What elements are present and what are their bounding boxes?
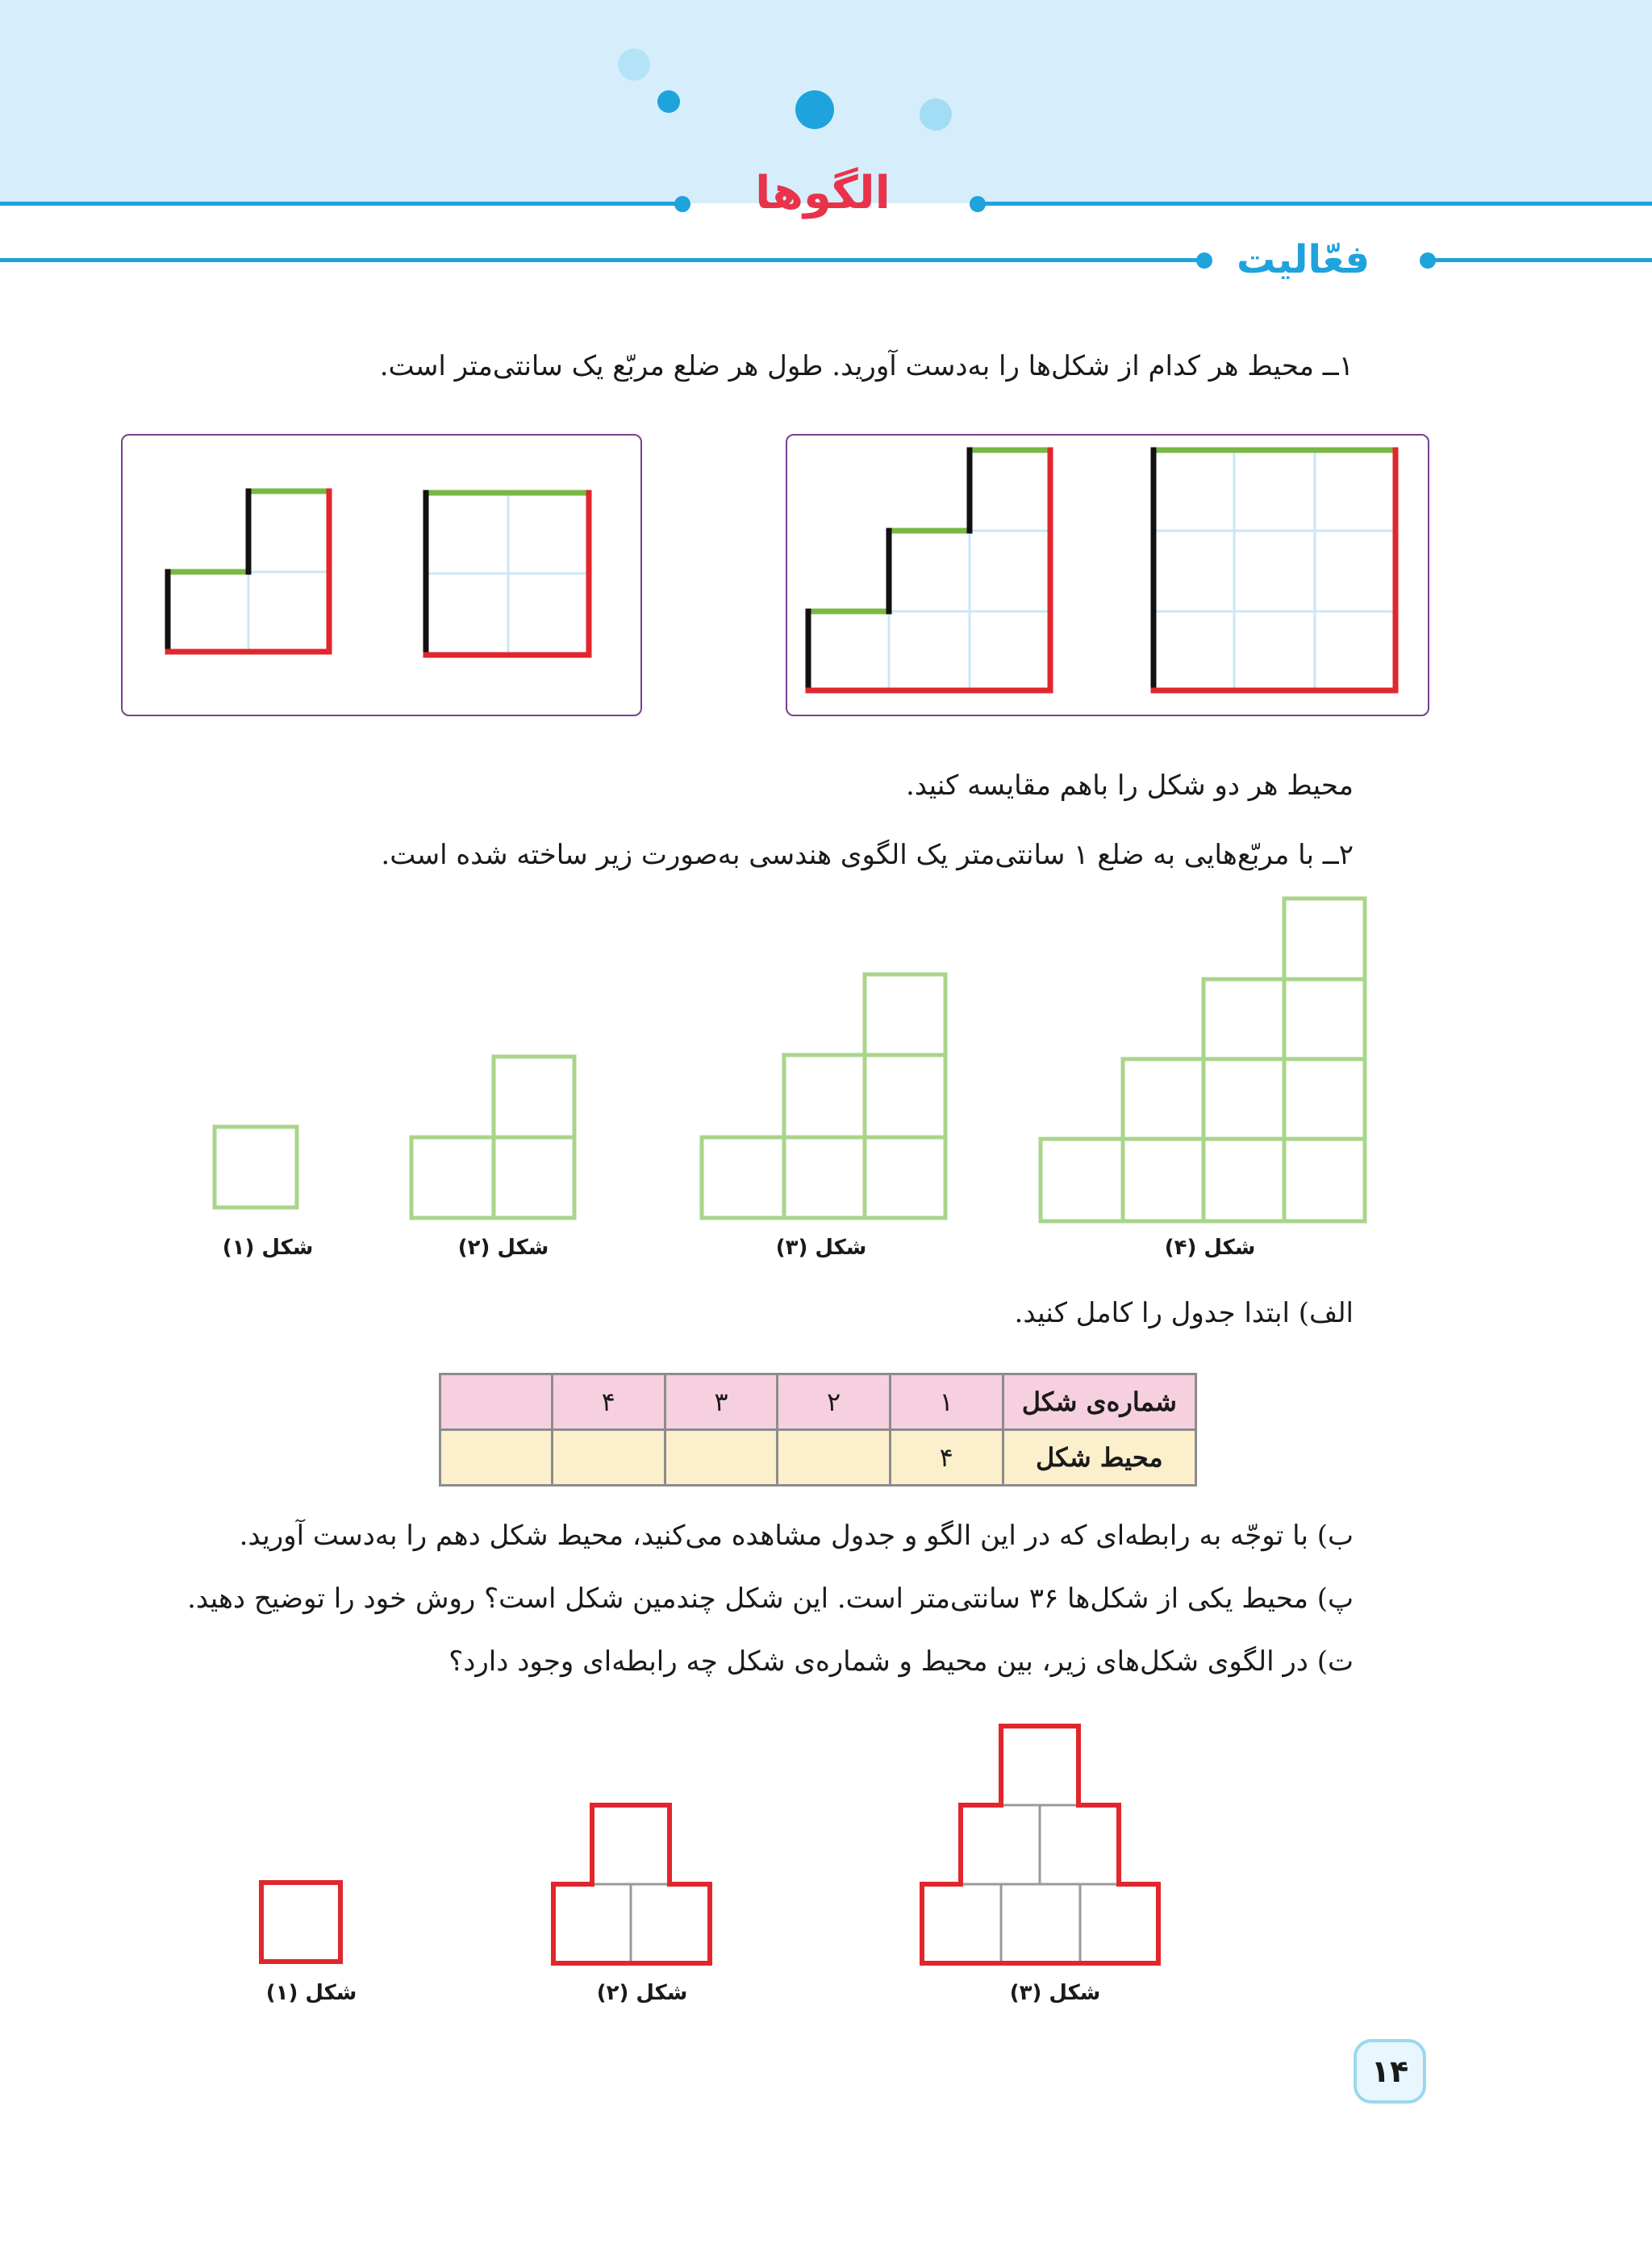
activity-title: فعّالیت	[1220, 227, 1386, 292]
pyramid-fig1	[261, 1883, 340, 1962]
pattern2-label-3: شکل (۳)	[1009, 1981, 1101, 2005]
q2-part-b: ب) با توجّه به رابطه‌ای که در این الگو و جدول مشاهده می‌کنید، محیط شکل دهم را به‌دست آورید.	[239, 1520, 1354, 1552]
q2-part-p: پ) محیط یکی از شکل‌ها ۳۶ سانتی‌متر است. این شکل چندمین شکل است؟ روش خود را توضیح دهید.	[187, 1583, 1354, 1615]
table-cell: ۲	[778, 1374, 891, 1430]
table-cell: ۳	[665, 1374, 778, 1430]
pattern2-label-2: شکل (۲)	[596, 1981, 688, 2005]
pattern1-label-1: شکل (۱)	[222, 1236, 314, 1260]
table-cell: ۴	[890, 1430, 1003, 1486]
q2-prompt: ۲ــ با مربّع‌هایی به ضلع ۱ سانتی‌متر یک الگوی هندسی به‌صورت زیر ساخته شده است.	[381, 839, 1354, 871]
table-cell: ۱	[890, 1374, 1003, 1430]
q1-compare: محیط هر دو شکل را باهم مقایسه کنید.	[905, 769, 1354, 802]
table-header-perimeter: محیط شکل	[1003, 1430, 1195, 1486]
q1-prompt: ۱ــ محیط هر کدام از شکل‌ها را به‌دست آورید. طول هر ضلع مربّع یک سانتی‌متر است.	[379, 350, 1354, 382]
pattern1-label-2: شکل (۲)	[457, 1236, 549, 1260]
table-header-figure-number: شماره‌ی شکل	[1003, 1374, 1195, 1430]
page-number: ۱۴	[1354, 2039, 1426, 2104]
q2-part-a: الف) ابتدا جدول را کامل کنید.	[1014, 1297, 1354, 1329]
lesson-title: الگوها	[755, 167, 891, 219]
q2-part-t: ت) در الگوی شکل‌های زیر، بین محیط و شماره‌ی شکل چه رابطه‌ای وجود دارد؟	[448, 1645, 1354, 1678]
pattern2-label-1: شکل (۱)	[265, 1981, 357, 2005]
table-cell: ۴	[552, 1374, 665, 1430]
pattern1-label-3: شکل (۳)	[775, 1236, 867, 1260]
pattern1-label-4: شکل (۴)	[1164, 1236, 1256, 1260]
